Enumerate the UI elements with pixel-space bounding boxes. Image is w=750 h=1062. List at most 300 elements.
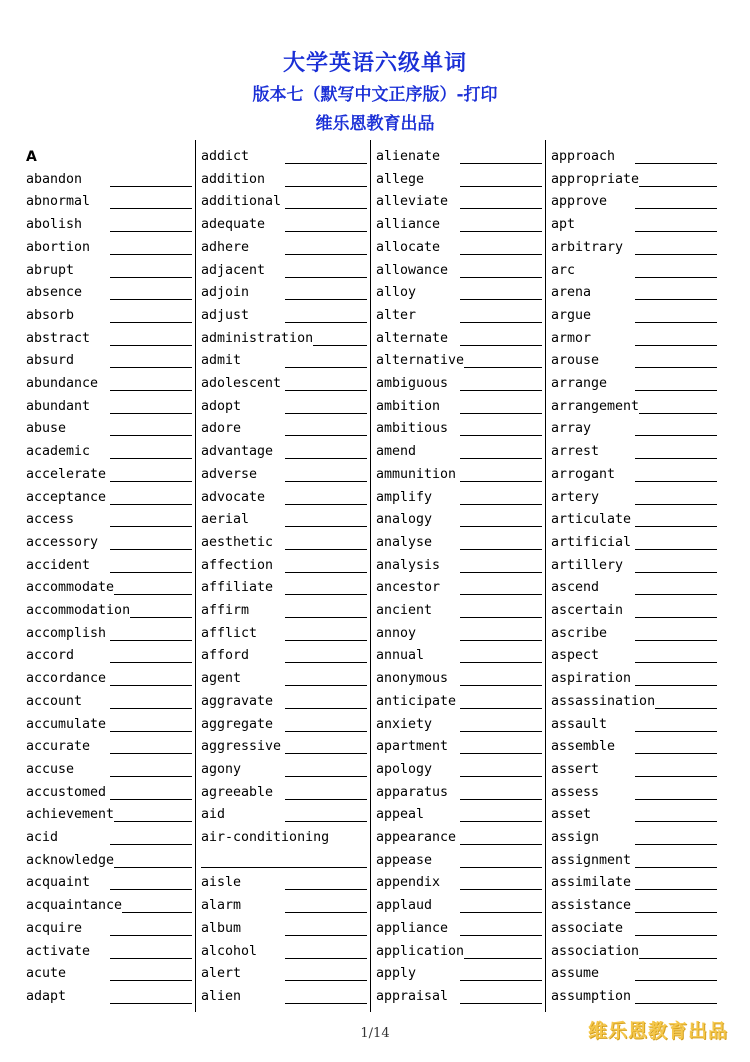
answer-blank-line — [460, 549, 542, 550]
vocab-row — [201, 464, 367, 486]
vocab-row — [26, 373, 192, 395]
answer-blank-line — [110, 390, 192, 391]
vocab-row — [551, 577, 717, 599]
answer-blank-line — [460, 935, 542, 936]
vocab-word: advantage — [201, 444, 274, 460]
answer-blank-line — [635, 231, 717, 232]
vocab-word: accumulate — [26, 716, 107, 732]
answer-blank-line — [201, 867, 367, 868]
answer-blank-line — [285, 299, 367, 300]
vocab-word: ambition — [376, 398, 441, 414]
answer-blank-line — [460, 231, 542, 232]
vocab-row — [376, 350, 542, 372]
answer-blank-line — [285, 1003, 367, 1004]
vocab-row — [551, 691, 717, 713]
vocab-word: accord — [26, 648, 75, 664]
vocab-row — [551, 623, 717, 645]
vocab-row — [376, 759, 542, 781]
answer-blank-line — [460, 753, 542, 754]
vocab-word: activate — [26, 943, 91, 959]
vocab-row — [26, 918, 192, 940]
vocab-row — [201, 691, 367, 713]
vocab-row — [376, 441, 542, 463]
answer-blank-line — [285, 617, 367, 618]
answer-blank-line — [635, 254, 717, 255]
vocab-row — [551, 714, 717, 736]
answer-blank-line — [285, 958, 367, 959]
vocab-row — [201, 328, 367, 350]
vocab-row — [376, 305, 542, 327]
vocab-row — [201, 418, 367, 440]
answer-blank-line — [110, 299, 192, 300]
answer-blank-line — [313, 345, 367, 346]
vocab-word: amend — [376, 444, 417, 460]
page-number: 1/14 — [360, 1026, 390, 1041]
vocab-row — [201, 872, 367, 894]
vocab-row — [201, 577, 367, 599]
vocab-word: acquaintance — [26, 898, 123, 914]
answer-blank-line — [285, 572, 367, 573]
vocab-word: absorb — [26, 307, 75, 323]
answer-blank-line — [460, 844, 542, 845]
vocab-row — [26, 487, 192, 509]
vocab-row — [551, 418, 717, 440]
vocab-word: abstract — [26, 330, 91, 346]
vocab-row — [376, 645, 542, 667]
answer-blank-line — [114, 594, 192, 595]
vocab-row — [201, 237, 367, 259]
vocab-word: addition — [201, 171, 266, 187]
answer-blank-line — [110, 277, 192, 278]
vocab-word: alloy — [376, 285, 417, 301]
vocab-word: afford — [201, 648, 250, 664]
answer-blank-line — [110, 980, 192, 981]
vocab-row — [26, 282, 192, 304]
answer-blank-line — [635, 367, 717, 368]
vocab-word: alliance — [376, 217, 441, 233]
answer-blank-line — [635, 208, 717, 209]
vocab-row — [551, 146, 717, 168]
vocab-word: abandon — [26, 171, 83, 187]
vocab-row — [26, 600, 192, 622]
answer-blank-line — [460, 731, 542, 732]
vocab-word: accomplish — [26, 625, 107, 641]
answer-blank-line — [460, 481, 542, 482]
answer-blank-line — [110, 731, 192, 732]
vocab-word: academic — [26, 444, 91, 460]
answer-blank-line — [635, 685, 717, 686]
vocab-word: adolescent — [201, 376, 282, 391]
vocab-row — [376, 373, 542, 395]
vocab-word: arrange — [551, 376, 608, 391]
answer-blank-line — [110, 799, 192, 800]
answer-blank-line — [460, 504, 542, 505]
vocab-row — [201, 282, 367, 304]
vocab-word: apparatus — [376, 784, 449, 800]
vocab-row — [376, 396, 542, 418]
vocab-word: aggravate — [201, 693, 274, 709]
vocab-row — [26, 895, 192, 917]
answer-blank-line — [460, 594, 542, 595]
vocab-row — [376, 668, 542, 690]
answer-blank-line — [130, 617, 192, 618]
vocab-row — [376, 282, 542, 304]
answer-blank-line — [460, 708, 542, 709]
vocab-word: abortion — [26, 239, 91, 255]
answer-blank-line — [635, 912, 717, 913]
vocab-row — [551, 941, 717, 963]
vocab-row — [551, 600, 717, 622]
answer-blank-line — [460, 640, 542, 641]
vocab-word: assume — [551, 966, 600, 982]
answer-blank-line — [285, 799, 367, 800]
word-column-1 — [24, 140, 194, 1012]
vocab-row — [26, 941, 192, 963]
answer-blank-line — [460, 322, 542, 323]
answer-blank-line — [110, 776, 192, 777]
answer-blank-line — [110, 1003, 192, 1004]
answer-blank-line — [635, 594, 717, 595]
vocab-row — [551, 350, 717, 372]
vocab-row — [376, 895, 542, 917]
vocab-word: ascribe — [551, 625, 608, 641]
answer-blank-line — [635, 821, 717, 822]
answer-blank-line — [460, 685, 542, 686]
vocab-word: appearance — [376, 830, 457, 845]
vocab-word: acknowledge — [26, 852, 115, 868]
vocab-row — [201, 146, 367, 168]
vocab-row — [551, 282, 717, 304]
vocab-word: apartment — [376, 739, 449, 755]
vocab-row — [551, 328, 717, 350]
word-column-4 — [549, 140, 719, 1012]
answer-blank-line — [285, 322, 367, 323]
vocab-word: ancestor — [376, 580, 441, 596]
vocab-row — [551, 464, 717, 486]
vocab-row — [26, 237, 192, 259]
answer-blank-line — [464, 958, 542, 959]
answer-blank-line — [114, 867, 192, 868]
vocab-word: abundant — [26, 398, 91, 414]
answer-blank-line — [110, 662, 192, 663]
answer-blank-line — [635, 163, 717, 164]
answer-blank-line — [460, 867, 542, 868]
vocab-word: adequate — [201, 217, 266, 233]
vocab-word: arouse — [551, 353, 600, 369]
vocab-row — [551, 373, 717, 395]
vocab-word: application — [376, 943, 465, 959]
vocab-row — [551, 827, 717, 849]
answer-blank-line — [460, 821, 542, 822]
vocab-row — [26, 827, 192, 849]
vocab-word: alarm — [201, 898, 242, 914]
answer-blank-line — [110, 504, 192, 505]
vocab-row — [376, 487, 542, 509]
vocab-word: arbitrary — [551, 239, 624, 255]
vocab-word: affection — [201, 557, 274, 573]
vocab-word: associate — [551, 920, 624, 936]
vocab-row — [551, 782, 717, 804]
vocab-word: administration — [201, 330, 314, 346]
vocab-row — [376, 555, 542, 577]
vocab-word: achievement — [26, 807, 115, 823]
vocab-row — [376, 237, 542, 259]
answer-blank-line — [460, 799, 542, 800]
answer-blank-line — [635, 345, 717, 346]
vocab-word: association — [551, 943, 640, 959]
vocab-row — [26, 872, 192, 894]
answer-blank-line — [285, 594, 367, 595]
vocab-row — [201, 373, 367, 395]
vocab-word: arrogant — [551, 466, 616, 482]
publisher-label: 维乐恩教育出品 — [315, 114, 435, 134]
vocab-word: aerial — [201, 512, 250, 528]
vocab-word: adjacent — [201, 262, 266, 278]
vocab-word: album — [201, 920, 242, 936]
answer-blank-line — [460, 345, 542, 346]
vocab-row — [376, 691, 542, 713]
vocab-word: annual — [376, 648, 425, 664]
vocab-word: articulate — [551, 512, 632, 528]
vocab-word: ambiguous — [376, 376, 449, 391]
vocab-word: arc — [551, 262, 576, 278]
vocab-word: appease — [376, 852, 433, 868]
vocab-row — [376, 804, 542, 826]
vocab-word: artery — [551, 489, 600, 505]
vocab-row — [551, 237, 717, 259]
answer-blank-line — [285, 640, 367, 641]
answer-blank-line — [110, 753, 192, 754]
vocab-word: adopt — [201, 398, 242, 414]
vocab-row — [551, 169, 717, 191]
vocab-row — [201, 714, 367, 736]
answer-blank-line — [635, 277, 717, 278]
vocab-row — [201, 487, 367, 509]
vocab-word: arrangement — [551, 398, 640, 414]
answer-blank-line — [655, 708, 717, 709]
answer-blank-line — [635, 731, 717, 732]
vocab-row — [201, 305, 367, 327]
vocab-word: abnormal — [26, 194, 91, 210]
answer-blank-line — [635, 935, 717, 936]
answer-blank-line — [635, 435, 717, 436]
answer-blank-line — [110, 345, 192, 346]
answer-blank-line — [285, 889, 367, 890]
vocab-row — [201, 260, 367, 282]
vocab-row — [376, 782, 542, 804]
answer-blank-line — [285, 413, 367, 414]
watermark-logo: 维乐恩教育出品 — [588, 1020, 729, 1042]
answer-blank-line — [110, 458, 192, 459]
vocab-row — [376, 328, 542, 350]
vocab-word: accustomed — [26, 784, 107, 800]
vocab-word: appropriate — [551, 171, 640, 187]
vocab-word: adverse — [201, 466, 258, 482]
answer-blank-line — [285, 912, 367, 913]
answer-blank-line — [285, 753, 367, 754]
vocab-row — [376, 827, 542, 849]
vocab-word: apt — [551, 217, 576, 233]
vocab-row — [376, 260, 542, 282]
vocab-word: array — [551, 421, 592, 437]
vocab-word: appeal — [376, 807, 425, 823]
vocab-word: assignment — [551, 852, 632, 868]
vocab-word: analogy — [376, 512, 433, 528]
vocab-word: acid — [26, 830, 59, 845]
vocab-row — [551, 759, 717, 781]
vocab-word: afflict — [201, 625, 258, 641]
vocab-row — [551, 441, 717, 463]
document-subtitle: 版本七（默写中文正序版）-打印 — [252, 85, 498, 105]
vocab-word: absurd — [26, 353, 75, 369]
vocab-word: arrest — [551, 444, 600, 460]
vocab-word: aggressive — [201, 739, 282, 755]
vocab-word: additional — [201, 194, 282, 210]
answer-blank-line — [635, 776, 717, 777]
vocab-word: addict — [201, 149, 250, 164]
vocab-word: alienate — [376, 149, 441, 164]
vocab-word: acceptance — [26, 489, 107, 505]
answer-blank-line — [460, 617, 542, 618]
vocab-word: adapt — [26, 988, 67, 1004]
answer-blank-line — [285, 549, 367, 550]
vocab-row — [376, 146, 542, 168]
answer-blank-line — [635, 867, 717, 868]
vocab-word: advocate — [201, 489, 266, 505]
answer-blank-line — [464, 367, 542, 368]
vocab-row — [376, 941, 542, 963]
answer-blank-line — [635, 481, 717, 482]
vocab-word: ambitious — [376, 421, 449, 437]
answer-blank-line — [110, 640, 192, 641]
vocab-word: alternative — [376, 353, 465, 369]
vocab-row — [26, 418, 192, 440]
vocab-word: assert — [551, 761, 600, 777]
vocab-row — [26, 804, 192, 826]
answer-blank-line — [635, 322, 717, 323]
vocab-word: accessory — [26, 534, 99, 550]
vocab-row — [201, 895, 367, 917]
vocab-row — [376, 623, 542, 645]
vocab-word: access — [26, 512, 75, 528]
vocab-row — [201, 668, 367, 690]
vocab-row — [26, 328, 192, 350]
vocab-word: artillery — [551, 557, 624, 573]
vocab-word: assimilate — [551, 875, 632, 891]
vocab-row — [26, 214, 192, 236]
vocab-row — [201, 623, 367, 645]
answer-blank-line — [110, 889, 192, 890]
vocab-word: aspiration — [551, 671, 632, 687]
vocab-word: adhere — [201, 239, 250, 255]
vocab-word: approach — [551, 149, 616, 164]
vocab-word: aspect — [551, 648, 600, 664]
vocab-row — [26, 645, 192, 667]
vocab-row — [376, 918, 542, 940]
vocab-row — [376, 509, 542, 531]
column-divider — [370, 140, 371, 1012]
vocab-word: appendix — [376, 875, 441, 891]
vocab-row — [551, 645, 717, 667]
vocab-word: acute — [26, 966, 67, 982]
vocab-word: affirm — [201, 603, 250, 618]
answer-blank-line — [460, 299, 542, 300]
vocab-word: appliance — [376, 920, 449, 936]
answer-blank-line — [460, 435, 542, 436]
answer-blank-line — [110, 481, 192, 482]
vocab-row — [376, 600, 542, 622]
vocab-row — [26, 714, 192, 736]
vocab-row — [376, 577, 542, 599]
answer-blank-line — [639, 958, 717, 959]
answer-blank-line — [285, 186, 367, 187]
answer-blank-line — [635, 617, 717, 618]
vocab-row — [201, 759, 367, 781]
vocab-row — [376, 191, 542, 213]
vocab-row — [201, 509, 367, 531]
vocab-row — [26, 577, 192, 599]
vocab-word: assemble — [551, 739, 616, 755]
vocab-word: applaud — [376, 898, 433, 914]
answer-blank-line — [110, 322, 192, 323]
vocab-word: analyse — [376, 534, 433, 550]
answer-blank-line — [460, 526, 542, 527]
vocab-word: alter — [376, 307, 417, 323]
answer-blank-line — [635, 980, 717, 981]
vocab-word: accommodate — [26, 580, 115, 596]
vocab-word: abundance — [26, 376, 99, 391]
vocab-row — [26, 441, 192, 463]
answer-blank-line — [110, 367, 192, 368]
answer-blank-line — [110, 935, 192, 936]
answer-blank-line — [635, 458, 717, 459]
vocab-word: air-conditioning — [201, 830, 330, 845]
answer-blank-line — [285, 390, 367, 391]
answer-blank-line — [460, 912, 542, 913]
vocab-word: aesthetic — [201, 534, 274, 550]
vocab-row — [551, 260, 717, 282]
answer-blank-line — [285, 254, 367, 255]
answer-blank-line — [285, 662, 367, 663]
vocab-row — [26, 759, 192, 781]
vocab-row — [201, 782, 367, 804]
vocab-row — [376, 214, 542, 236]
vocab-row — [201, 736, 367, 758]
vocab-word: adjust — [201, 307, 250, 323]
vocab-row — [26, 305, 192, 327]
answer-blank-line — [285, 208, 367, 209]
answer-blank-line — [285, 731, 367, 732]
vocab-row — [376, 872, 542, 894]
vocab-row — [551, 804, 717, 826]
vocab-word: affiliate — [201, 580, 274, 596]
vocab-word: allege — [376, 171, 425, 187]
vocab-row — [376, 850, 542, 872]
vocab-word: apply — [376, 966, 417, 982]
vocab-row — [551, 509, 717, 531]
answer-blank-line — [285, 231, 367, 232]
vocab-row — [551, 850, 717, 872]
vocab-word: aisle — [201, 875, 242, 891]
answer-blank-line — [285, 980, 367, 981]
vocab-row — [376, 169, 542, 191]
vocab-word: agony — [201, 761, 242, 777]
vocab-word: approve — [551, 194, 608, 210]
answer-blank-line — [285, 277, 367, 278]
vocab-row — [26, 396, 192, 418]
vocab-row — [26, 555, 192, 577]
vocab-row — [201, 827, 367, 849]
